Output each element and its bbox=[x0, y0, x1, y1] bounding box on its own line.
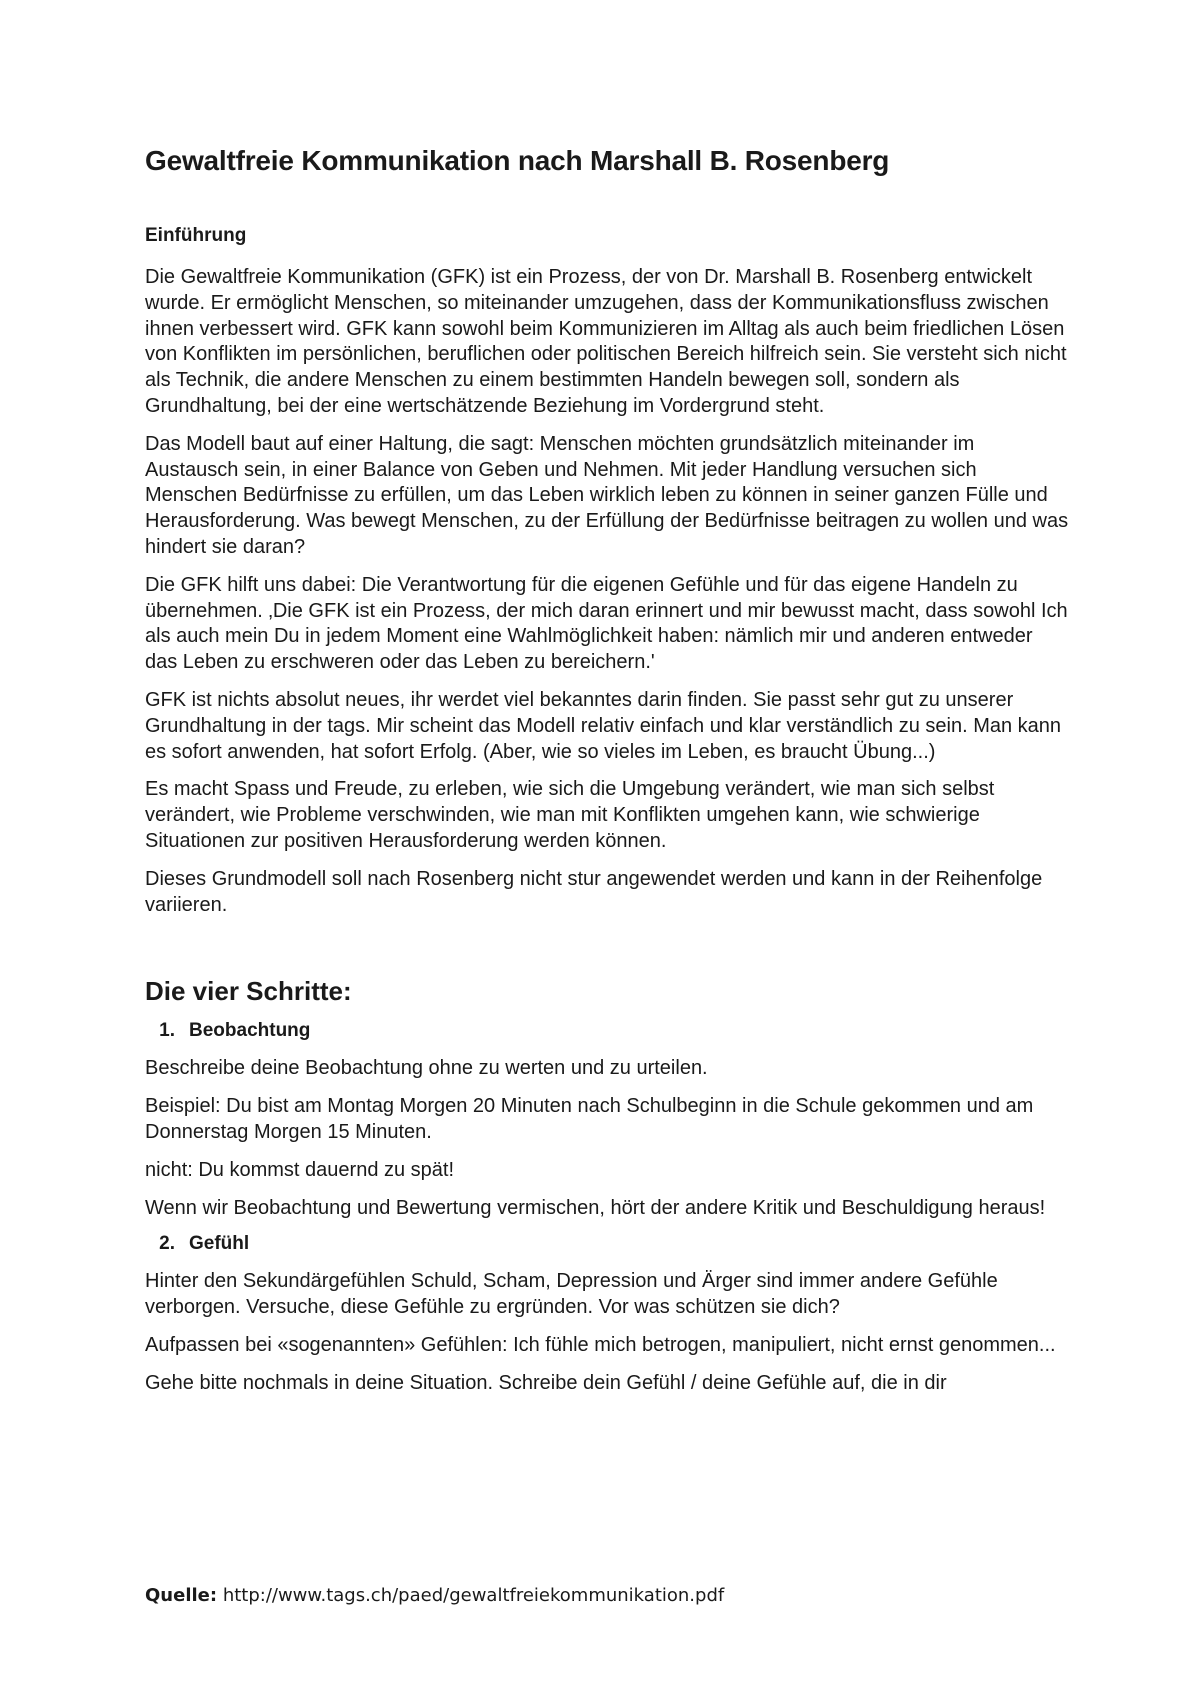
step-paragraph: Gehe bitte nochmals in deine Situation. Schreibe dein Gefühl / deine Gefühle auf, die in dir bbox=[145, 1371, 947, 1394]
step-title: Gefühl bbox=[189, 1233, 250, 1255]
step-heading-observation bbox=[145, 1018, 1070, 1044]
source-url[interactable]: http://www.tags.ch/paed/gewaltfreiekommunikation.pdf bbox=[222, 1585, 725, 1606]
step-paragraph: Wenn wir Beobachtung und Bewertung vermischen, hört der andere Kritik und Beschuldigung heraus! bbox=[145, 1196, 1046, 1219]
steps-heading: Die vier Schritte: bbox=[145, 976, 352, 1007]
document-title: Gewaltfreie Kommunikation nach Marshall B. Rosenberg bbox=[145, 145, 890, 176]
step-number: 2. bbox=[159, 1233, 175, 1255]
step-paragraph: Beschreibe deine Beobachtung ohne zu werten und zu urteilen. bbox=[145, 1057, 708, 1080]
document-body bbox=[145, 142, 1070, 1397]
intro-paragraph: Das Modell baut auf einer Haltung, die sagt: Menschen möchten grundsätzlich miteinander im Austausch sein, in einer Balance von Geben und Nehmen. Mit jeder Handlung versuchen sich Menschen Bedürfnisse zu erfüllen, um das Leben wirklich leben zu können in seiner ganzen Fülle und Herausforderung. Was bewegt Menschen, zu der Erfüllung der Bedürfnisse beitragen zu wollen und was hindert sie daran? bbox=[145, 432, 1069, 558]
step-heading-feeling bbox=[145, 1231, 1070, 1257]
intro-heading: Einführung bbox=[145, 225, 247, 246]
intro-paragraph: GFK ist nichts absolut neues, ihr werdet viel bekanntes darin finden. Sie passt sehr gut zu unserer Grundhaltung in der tags. Mir scheint das Modell relativ einfach und klar verständlich zu sein. Man kann es sofort anwenden, hat sofort Erfolg. (Aber, wie so vieles im Leben, es braucht Übung...) bbox=[145, 688, 1062, 763]
intro-paragraph: Die GFK hilft uns dabei: Die Verantwortung für die eigenen Gefühle und für das eigene Handeln zu übernehmen. ‚Die GFK ist ein Prozess, der mich daran erinnert und mir bewusst macht, dass sowohl Ich als auch mein Du in jedem Moment eine Wahlmöglichkeit haben: nämlich mir und anderen entweder das Leben zu erschweren oder das Leben zu bereichern.' bbox=[145, 573, 1068, 674]
step-paragraph: Aufpassen bei «sogenannten» Gefühlen: Ich fühle mich betrogen, manipuliert, nicht ernst genommen... bbox=[145, 1333, 1056, 1356]
step-title: Beobachtung bbox=[189, 1020, 311, 1042]
step-number: 1. bbox=[159, 1020, 175, 1042]
source-label: Quelle: bbox=[145, 1585, 218, 1606]
intro-paragraph: Dieses Grundmodell soll nach Rosenberg nicht stur angewendet werden und kann in der Reihenfolge variieren. bbox=[145, 867, 1043, 916]
step-paragraph: Beispiel: Du bist am Montag Morgen 20 Minuten nach Schulbeginn in die Schule gekommen und am Donnerstag Morgen 15 Minuten. bbox=[145, 1095, 1034, 1143]
source-footer bbox=[145, 1584, 724, 1608]
intro-paragraph: Es macht Spass und Freude, zu erleben, wie sich die Umgebung verändert, wie man sich selbst verändert, wie Probleme verschwinden, wie man mit Konflikten umgehen kann, wie schwierige Situationen zur positiven Herausforderung werden können. bbox=[145, 778, 995, 852]
step-paragraph: nicht: Du kommst dauernd zu spät! bbox=[145, 1158, 455, 1181]
step-paragraph: Hinter den Sekundärgefühlen Schuld, Scham, Depression und Ärger sind immer andere Gefühle verborgen. Versuche, diese Gefühle zu ergründen. Vor was schützen sie dich? bbox=[145, 1270, 998, 1319]
intro-paragraph: Die Gewaltfreie Kommunikation (GFK) ist ein Prozess, der von Dr. Marshall B. Rosenberg entwickelt wurde. Er ermöglicht Menschen, so miteinander umzugehen, dass der Kommunikationsfluss zwischen ihnen verbessert wird. GFK kann sowohl beim Kommunizieren im Alltag als auch beim friedlichen Lösen von Konflikten im persönlichen, beruflichen oder politischen Bereich hilfreich sein. Sie versteht sich nicht als Technik, die andere Menschen zu einem bestimmten Handeln bewegen soll, sondern als Grundhaltung, bei der eine wertschätzende Beziehung im Vordergrund steht. bbox=[145, 266, 1067, 417]
